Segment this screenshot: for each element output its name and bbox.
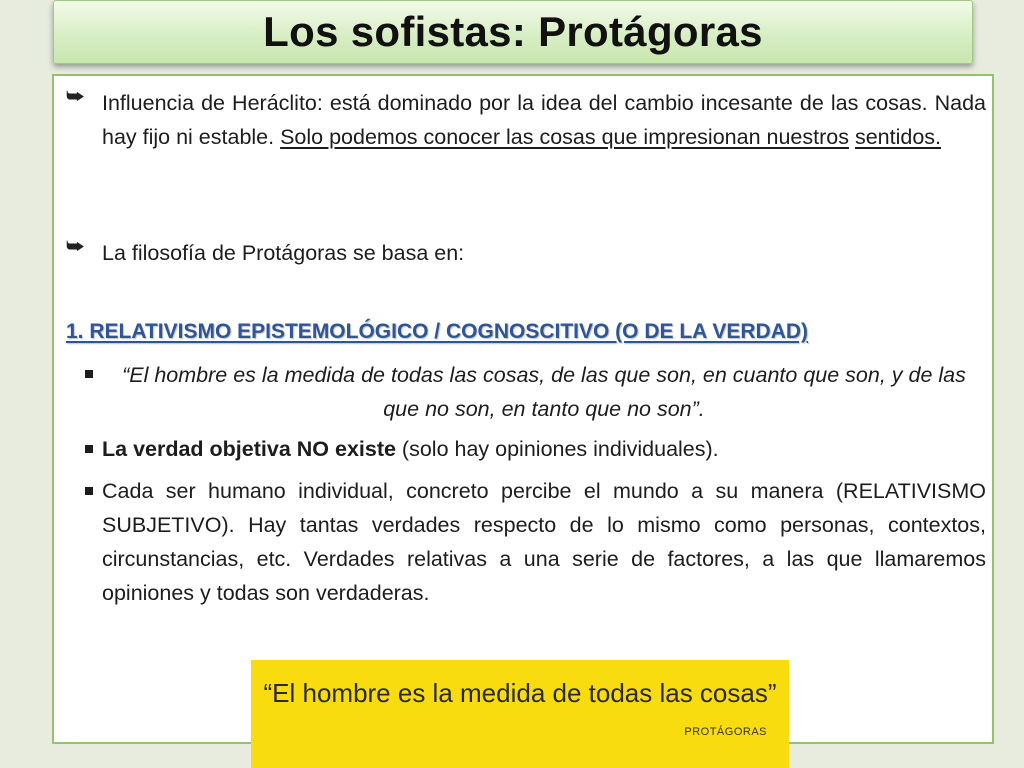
item-relativismo: Cada ser humano individual, concreto percibe el mundo a su manera (RELATIVISMO SUBJETIVO). Hay tantas verdades respecto de lo mismo como personas, contextos, circunstancias, etc. Verdades relativas a una serie de factores, a las que llamaremos opiniones y todas son verdaderas.	[102, 479, 986, 605]
square-bullet-icon	[85, 370, 93, 378]
quote-card	[251, 660, 789, 768]
section-heading: 1. RELATIVISMO EPISTEMOLÓGICO / COGNOSCITIVO (O DE LA VERDAD)	[66, 320, 809, 343]
square-bullet-icon	[85, 445, 93, 453]
bullet-filosofia: La filosofía de Protágoras se basa en:	[102, 241, 465, 265]
item-verdad-rest: (solo hay opiniones individuales).	[395, 437, 719, 461]
item-quote: “El hombre es la medida de todas las cosas, de las que son, en cuanto que son, y de las que no son, en tanto que no son”.	[122, 363, 966, 421]
item-verdad-bold: La verdad objetiva NO existe	[102, 437, 396, 461]
title-banner	[53, 0, 973, 64]
quote-card-author: PROTÁGORAS	[684, 726, 767, 738]
bullet-heraclito-text: Influencia de Heráclito: está dominado por la idea del cambio incesante de las cosas. Nada hay fijo ni estable.	[102, 91, 986, 149]
bullet-heraclito	[102, 86, 986, 154]
item-verdad	[102, 432, 986, 466]
arrow-bullet-icon: ⮩	[66, 236, 85, 258]
content-panel	[52, 74, 994, 744]
bullet-heraclito-underline-2: sentidos.	[854, 125, 942, 149]
arrow-bullet-icon: ⮩	[66, 86, 85, 108]
page-title: Los sofistas: Protágoras	[263, 8, 763, 55]
square-bullet-icon	[85, 487, 93, 495]
quote-card-text: “El hombre es la medida de todas las cosas”	[263, 678, 777, 708]
bullet-heraclito-underline-1: Solo podemos conocer las cosas que impresionan nuestros	[280, 125, 849, 149]
